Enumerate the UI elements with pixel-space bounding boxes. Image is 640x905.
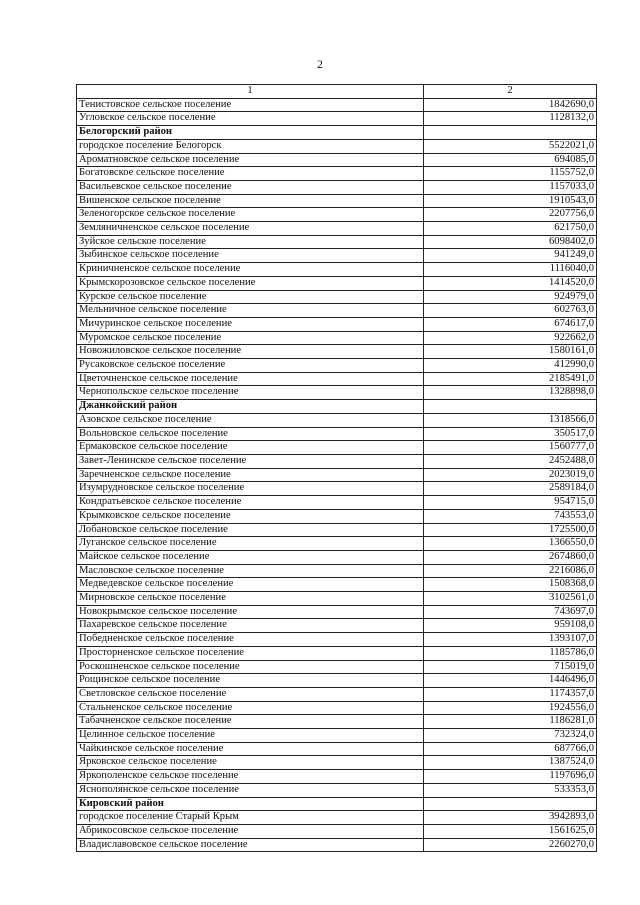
page-number: 2 <box>317 57 323 71</box>
table-row <box>77 180 597 194</box>
amount-cell: 1910543,0 <box>424 194 597 208</box>
settlement-name-cell: Чайкинское сельское поселение <box>77 742 424 756</box>
table-row <box>77 345 597 359</box>
settlement-name-cell: Муромское сельское поселение <box>77 331 424 345</box>
amount-cell: 732324,0 <box>424 729 597 743</box>
amount-cell: 6098402,0 <box>424 235 597 249</box>
district-name-cell: Кировский район <box>77 797 424 811</box>
amount-cell: 2589184,0 <box>424 482 597 496</box>
table-row <box>77 742 597 756</box>
table-row <box>77 413 597 427</box>
table-row <box>77 783 597 797</box>
settlement-name-cell: Васильевское сельское поселение <box>77 180 424 194</box>
settlement-name-cell: Кондратьевское сельское поселение <box>77 496 424 510</box>
header-cell-value: 2 <box>424 85 597 99</box>
settlement-name-cell: Ярковское сельское поселение <box>77 756 424 770</box>
table-row <box>77 756 597 770</box>
table-row <box>77 564 597 578</box>
amount-cell: 959108,0 <box>424 619 597 633</box>
table-row <box>77 715 597 729</box>
settlement-name-cell: Новожиловское сельское поселение <box>77 345 424 359</box>
settlement-name-cell: Рощинское сельское поселение <box>77 674 424 688</box>
table-row <box>77 208 597 222</box>
amount-cell: 412990,0 <box>424 359 597 373</box>
table-row <box>77 701 597 715</box>
amount-cell: 1580161,0 <box>424 345 597 359</box>
amount-cell: 3942893,0 <box>424 811 597 825</box>
amount-cell: 1561625,0 <box>424 824 597 838</box>
amount-cell: 924979,0 <box>424 290 597 304</box>
amount-cell: 1366550,0 <box>424 537 597 551</box>
table-row <box>77 441 597 455</box>
district-name-cell: Белогорский район <box>77 126 424 140</box>
settlement-name-cell: Просторненское сельское поселение <box>77 646 424 660</box>
amount-cell: 1186281,0 <box>424 715 597 729</box>
table-row <box>77 592 597 606</box>
settlement-name-cell: Зуйское сельское поселение <box>77 235 424 249</box>
settlement-name-cell: Яркополенское сельское поселение <box>77 770 424 784</box>
amount-cell: 941249,0 <box>424 249 597 263</box>
amount-cell: 687766,0 <box>424 742 597 756</box>
amount-cell: 1328898,0 <box>424 386 597 400</box>
settlement-name-cell: Мельничное сельское поселение <box>77 304 424 318</box>
table-row <box>77 386 597 400</box>
table-row <box>77 646 597 660</box>
table-row <box>77 468 597 482</box>
amount-cell: 922662,0 <box>424 331 597 345</box>
amount-cell: 1185786,0 <box>424 646 597 660</box>
district-section-row <box>77 126 597 140</box>
table-row <box>77 427 597 441</box>
amount-cell: 2207756,0 <box>424 208 597 222</box>
amount-cell: 533353,0 <box>424 783 597 797</box>
table-row <box>77 482 597 496</box>
amount-cell: 1157033,0 <box>424 180 597 194</box>
amount-cell: 743697,0 <box>424 605 597 619</box>
table-row <box>77 317 597 331</box>
settlement-name-cell: Мирновское сельское поселение <box>77 592 424 606</box>
table-row <box>77 496 597 510</box>
settlement-name-cell: Медведевское сельское поселение <box>77 578 424 592</box>
amount-cell: 1725500,0 <box>424 523 597 537</box>
settlement-name-cell: Зеленогорское сельское поселение <box>77 208 424 222</box>
amount-cell: 1128132,0 <box>424 112 597 126</box>
amount-cell: 1155752,0 <box>424 167 597 181</box>
amount-cell: 1560777,0 <box>424 441 597 455</box>
table-row <box>77 509 597 523</box>
settlement-name-cell: Ермаковское сельское поселение <box>77 441 424 455</box>
amount-cell: 2674860,0 <box>424 550 597 564</box>
table-row <box>77 263 597 277</box>
table-row <box>77 550 597 564</box>
settlement-name-cell: Русаковское сельское поселение <box>77 359 424 373</box>
table-row <box>77 674 597 688</box>
amount-cell: 602763,0 <box>424 304 597 318</box>
table-row <box>77 139 597 153</box>
settlement-name-cell: Чернопольское сельское поселение <box>77 386 424 400</box>
amount-cell: 1387524,0 <box>424 756 597 770</box>
settlement-name-cell: Зыбинское сельское поселение <box>77 249 424 263</box>
amount-cell: 1924556,0 <box>424 701 597 715</box>
table-row <box>77 153 597 167</box>
table-row <box>77 605 597 619</box>
settlement-name-cell: Пахаревское сельское поселение <box>77 619 424 633</box>
table-row <box>77 276 597 290</box>
amount-cell: 350517,0 <box>424 427 597 441</box>
table-row <box>77 304 597 318</box>
settlement-name-cell: Угловское сельское поселение <box>77 112 424 126</box>
table-row <box>77 359 597 373</box>
table-row <box>77 578 597 592</box>
table-row <box>77 770 597 784</box>
settlement-name-cell: Вишенское сельское поселение <box>77 194 424 208</box>
allocation-table-wrapper <box>76 84 597 852</box>
settlement-name-cell: Крымскорозовское сельское поселение <box>77 276 424 290</box>
table-row <box>77 167 597 181</box>
settlement-name-cell: Масловское сельское поселение <box>77 564 424 578</box>
district-section-row <box>77 400 597 414</box>
table-row <box>77 838 597 852</box>
amount-cell: 2452488,0 <box>424 454 597 468</box>
settlement-name-cell: Ароматновское сельское поселение <box>77 153 424 167</box>
table-row <box>77 249 597 263</box>
settlement-name-cell: Лобановское сельское поселение <box>77 523 424 537</box>
amount-cell <box>424 126 597 140</box>
amount-cell: 2216086,0 <box>424 564 597 578</box>
settlement-name-cell: Абрикосовское сельское поселение <box>77 824 424 838</box>
amount-cell: 954715,0 <box>424 496 597 510</box>
table-header-row <box>77 85 597 99</box>
table-row <box>77 331 597 345</box>
settlement-name-cell: Крымковское сельское поселение <box>77 509 424 523</box>
amount-cell: 1318566,0 <box>424 413 597 427</box>
settlement-name-cell: городское поселение Белогорск <box>77 139 424 153</box>
table-row <box>77 194 597 208</box>
header-cell-name: 1 <box>77 85 424 99</box>
settlement-name-cell: Победненское сельское поселение <box>77 633 424 647</box>
settlement-name-cell: городское поселение Старый Крым <box>77 811 424 825</box>
amount-cell: 2185491,0 <box>424 372 597 386</box>
settlement-name-cell: Новокрымское сельское поселение <box>77 605 424 619</box>
settlement-name-cell: Богатовское сельское поселение <box>77 167 424 181</box>
amount-cell: 1197696,0 <box>424 770 597 784</box>
table-body <box>77 85 597 852</box>
table-row <box>77 290 597 304</box>
amount-cell: 1116040,0 <box>424 263 597 277</box>
amount-cell: 2023019,0 <box>424 468 597 482</box>
settlement-name-cell: Вольновское сельское поселение <box>77 427 424 441</box>
settlement-name-cell: Азовское сельское поселение <box>77 413 424 427</box>
settlement-name-cell: Луганское сельское поселение <box>77 537 424 551</box>
amount-cell: 3102561,0 <box>424 592 597 606</box>
settlement-name-cell: Целинное сельское поселение <box>77 729 424 743</box>
settlement-name-cell: Завет-Ленинское сельское поселение <box>77 454 424 468</box>
table-row <box>77 372 597 386</box>
amount-cell: 743553,0 <box>424 509 597 523</box>
table-row <box>77 824 597 838</box>
table-row <box>77 660 597 674</box>
amount-cell: 694085,0 <box>424 153 597 167</box>
amount-cell: 1174357,0 <box>424 687 597 701</box>
amount-cell: 621750,0 <box>424 222 597 236</box>
allocation-table <box>76 84 597 852</box>
settlement-name-cell: Цветочненское сельское поселение <box>77 372 424 386</box>
table-row <box>77 222 597 236</box>
district-name-cell: Джанкойский район <box>77 400 424 414</box>
table-row <box>77 619 597 633</box>
amount-cell: 5522021,0 <box>424 139 597 153</box>
settlement-name-cell: Яснополянское сельское поселение <box>77 783 424 797</box>
amount-cell <box>424 797 597 811</box>
amount-cell: 1446496,0 <box>424 674 597 688</box>
settlement-name-cell: Изумрудновское сельское поселение <box>77 482 424 496</box>
amount-cell: 2260270,0 <box>424 838 597 852</box>
table-row <box>77 112 597 126</box>
table-row <box>77 687 597 701</box>
amount-cell: 1414520,0 <box>424 276 597 290</box>
district-section-row <box>77 797 597 811</box>
settlement-name-cell: Криничненское сельское поселение <box>77 263 424 277</box>
table-row <box>77 454 597 468</box>
amount-cell: 674617,0 <box>424 317 597 331</box>
amount-cell: 1393107,0 <box>424 633 597 647</box>
settlement-name-cell: Роскошненское сельское поселение <box>77 660 424 674</box>
settlement-name-cell: Светловское сельское поселение <box>77 687 424 701</box>
settlement-name-cell: Курское сельское поселение <box>77 290 424 304</box>
table-row <box>77 235 597 249</box>
amount-cell <box>424 400 597 414</box>
table-row <box>77 523 597 537</box>
table-row <box>77 633 597 647</box>
amount-cell: 1842690,0 <box>424 98 597 112</box>
table-row <box>77 811 597 825</box>
settlement-name-cell: Земляничненское сельское поселение <box>77 222 424 236</box>
settlement-name-cell: Мичуринское сельское поселение <box>77 317 424 331</box>
table-row <box>77 537 597 551</box>
settlement-name-cell: Владиславовское сельское поселение <box>77 838 424 852</box>
settlement-name-cell: Майское сельское поселение <box>77 550 424 564</box>
table-row <box>77 729 597 743</box>
amount-cell: 715019,0 <box>424 660 597 674</box>
settlement-name-cell: Табачненское сельское поселение <box>77 715 424 729</box>
settlement-name-cell: Заречненское сельское поселение <box>77 468 424 482</box>
settlement-name-cell: Тенистовское сельское поселение <box>77 98 424 112</box>
table-row <box>77 98 597 112</box>
settlement-name-cell: Стальненское сельское поселение <box>77 701 424 715</box>
amount-cell: 1508368,0 <box>424 578 597 592</box>
